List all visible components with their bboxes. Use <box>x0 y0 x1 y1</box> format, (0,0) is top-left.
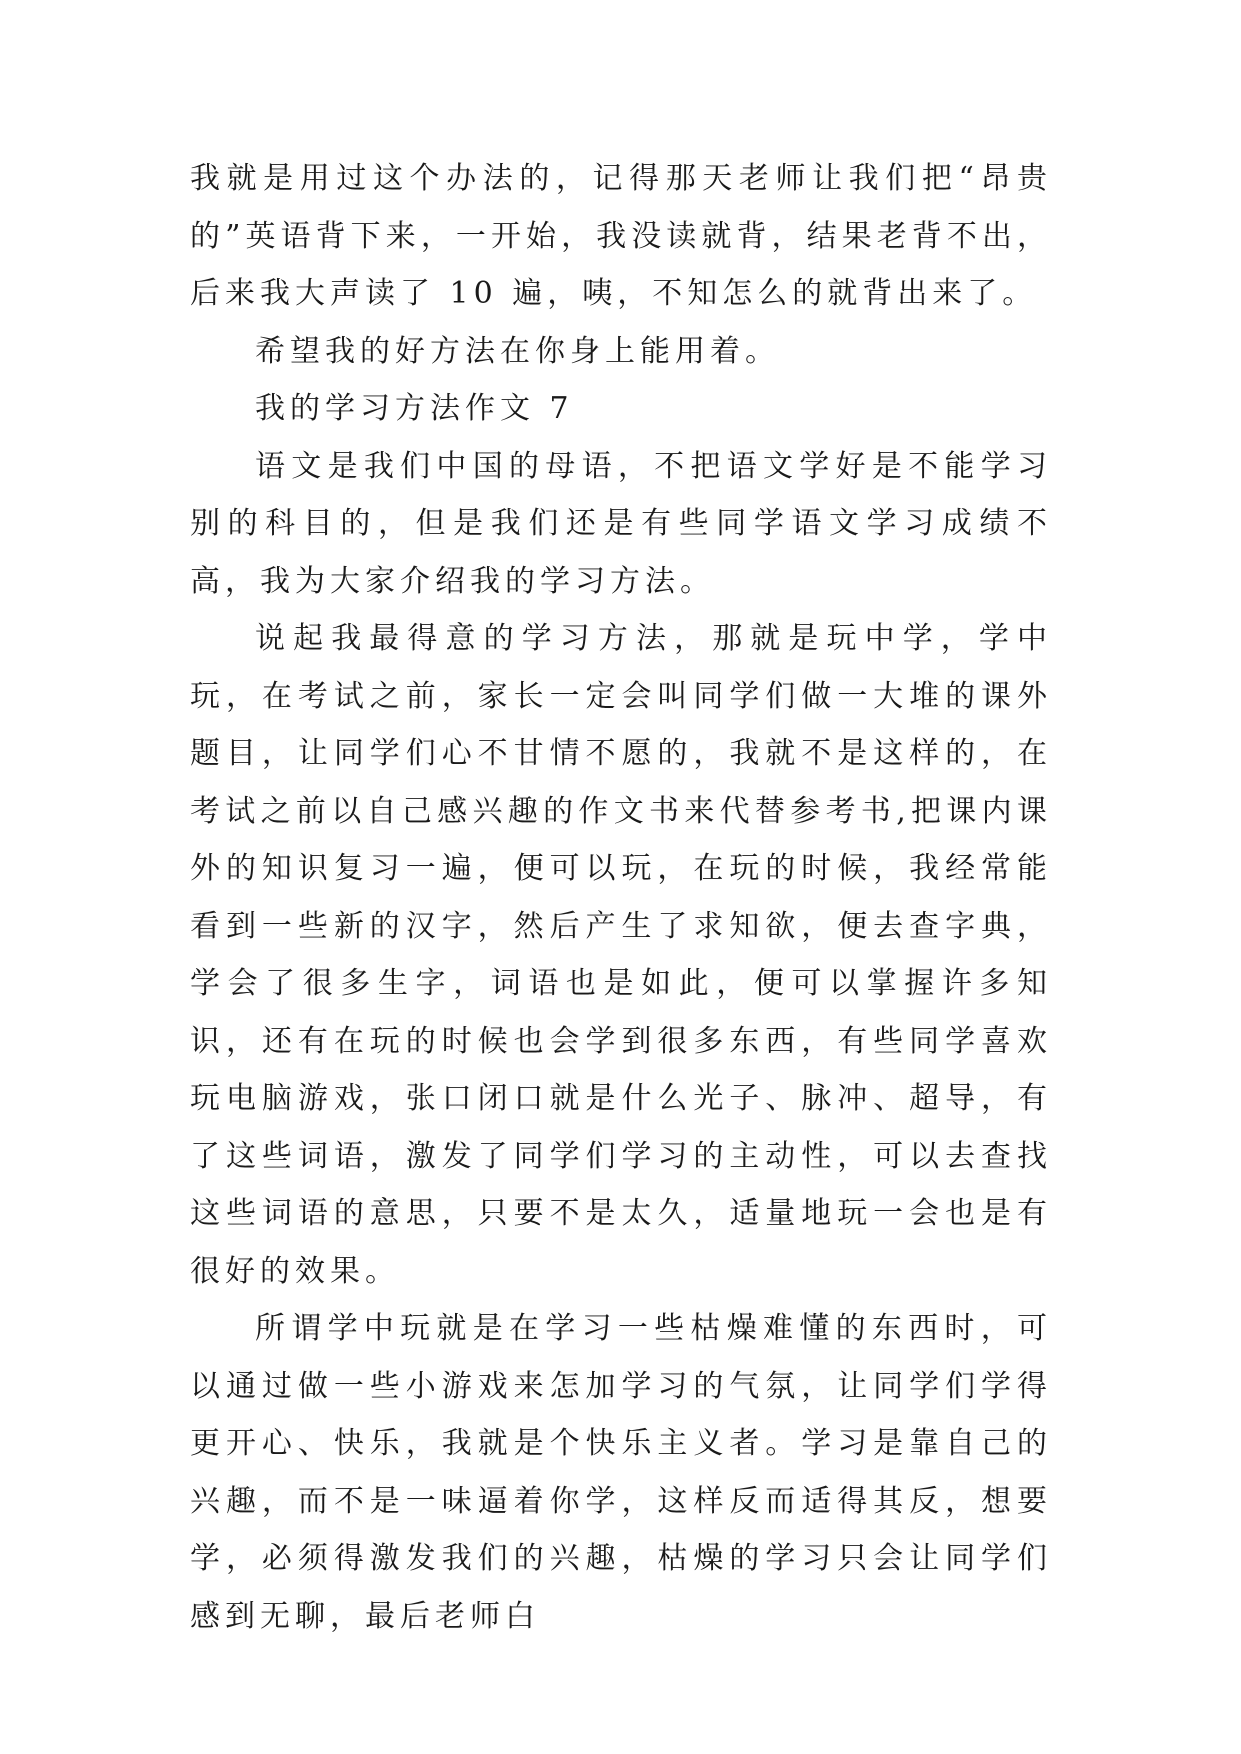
paragraph: 说起我最得意的学习方法，那就是玩中学，学中玩，在考试之前，家长一定会叫同学们做一大堆的课外题目，让同学们心不甘情不愿的，我就不是这样的，在考试之前以自己感兴趣的作文书来代替参考书,把课内课外的知识复习一遍，便可以玩，在玩的时候，我经常能看到一些新的汉字，然后产生了求知欲，便去查字典，学会了很多生字，词语也是如此，便可以掌握许多知识，还有在玩的时候也会学到很多东西，有些同学喜欢玩电脑游戏，张口闭口就是什么光子、脉冲、超导，有了这些词语，激发了同学们学习的主动性，可以去查找这些词语的意思，只要不是太久，适量地玩一会也是有很好的效果。 <box>190 621 1052 1289</box>
document-body <box>190 150 1052 1645</box>
paragraph: 所谓学中玩就是在学习一些枯燥难懂的东西时，可以通过做一些小游戏来怎加学习的气氛，让同学们学得更开心、快乐，我就是个快乐主义者。学习是靠自己的兴趣，而不是一味逼着你学，这样反而适得其反，想要学，必须得激发我们的兴趣，枯燥的学习只会让同学们感到无聊，最后老师白 <box>190 1311 1052 1634</box>
paragraph: 我就是用过这个办法的，记得那天老师让我们把“昂贵的”英语背下来，一开始，我没读就背，结果老背不出，后来我大声读了 10 遍，咦，不知怎么的就背出来了。 <box>190 161 1052 311</box>
paragraph: 语文是我们中国的母语，不把语文学好是不能学习别的科目的，但是我们还是有些同学语文学习成绩不高，我为大家介绍我的学习方法。 <box>190 448 1052 599</box>
section-heading: 我的学习方法作文 7 <box>255 391 574 426</box>
paragraph: 希望我的好方法在你身上能用着。 <box>255 333 780 369</box>
